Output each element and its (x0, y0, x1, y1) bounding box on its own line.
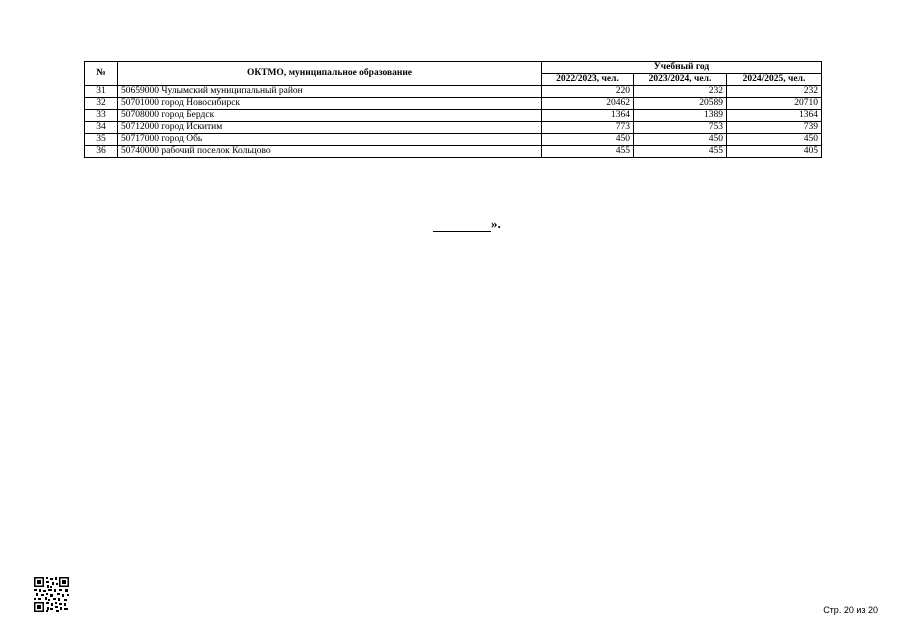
row-number: 33 (85, 110, 118, 122)
row-value-2024: 450 (727, 134, 822, 146)
row-value-2024: 232 (727, 86, 822, 98)
row-municipality: 50717000 город Обь (118, 134, 542, 146)
row-value-2022: 220 (542, 86, 634, 98)
signature-line (433, 218, 491, 232)
header-school-year: Учебный год (542, 62, 822, 74)
row-municipality: 50701000 город Новосибирск (118, 98, 542, 110)
row-value-2022: 450 (542, 134, 634, 146)
row-number: 34 (85, 122, 118, 134)
closing-mark (433, 216, 501, 232)
row-municipality: 50659000 Чулымский муниципальный район (118, 86, 542, 98)
row-municipality: 50712000 город Искитим (118, 122, 542, 134)
row-value-2023: 455 (634, 146, 727, 158)
qr-code-icon (34, 577, 69, 612)
header-year-3: 2024/2025, чел. (727, 74, 822, 86)
header-number: № (85, 62, 118, 86)
row-municipality: 50708000 город Бердск (118, 110, 542, 122)
row-value-2024: 20710 (727, 98, 822, 110)
table-row (85, 134, 822, 146)
row-value-2022: 455 (542, 146, 634, 158)
row-value-2023: 753 (634, 122, 727, 134)
row-number: 32 (85, 98, 118, 110)
row-number: 35 (85, 134, 118, 146)
page-number: Стр. 20 из 20 (823, 605, 878, 615)
row-value-2023: 232 (634, 86, 727, 98)
row-value-2024: 1364 (727, 110, 822, 122)
header-year-1: 2022/2023, чел. (542, 74, 634, 86)
row-value-2024: 405 (727, 146, 822, 158)
header-oktmo: ОКТМО, муниципальное образование (118, 62, 542, 86)
closing-quote: ». (491, 216, 501, 231)
table-row (85, 86, 822, 98)
row-value-2023: 450 (634, 134, 727, 146)
row-value-2022: 773 (542, 122, 634, 134)
header-year-2: 2023/2024, чел. (634, 74, 727, 86)
table-row (85, 122, 822, 134)
table-row (85, 110, 822, 122)
row-value-2023: 20589 (634, 98, 727, 110)
row-value-2022: 20462 (542, 98, 634, 110)
table-row (85, 146, 822, 158)
row-value-2022: 1364 (542, 110, 634, 122)
table-row (85, 98, 822, 110)
row-value-2024: 739 (727, 122, 822, 134)
row-value-2023: 1389 (634, 110, 727, 122)
row-number: 36 (85, 146, 118, 158)
municipal-table (84, 61, 822, 158)
row-municipality: 50740000 рабочий поселок Кольцово (118, 146, 542, 158)
row-number: 31 (85, 86, 118, 98)
header-row-top (85, 62, 822, 74)
